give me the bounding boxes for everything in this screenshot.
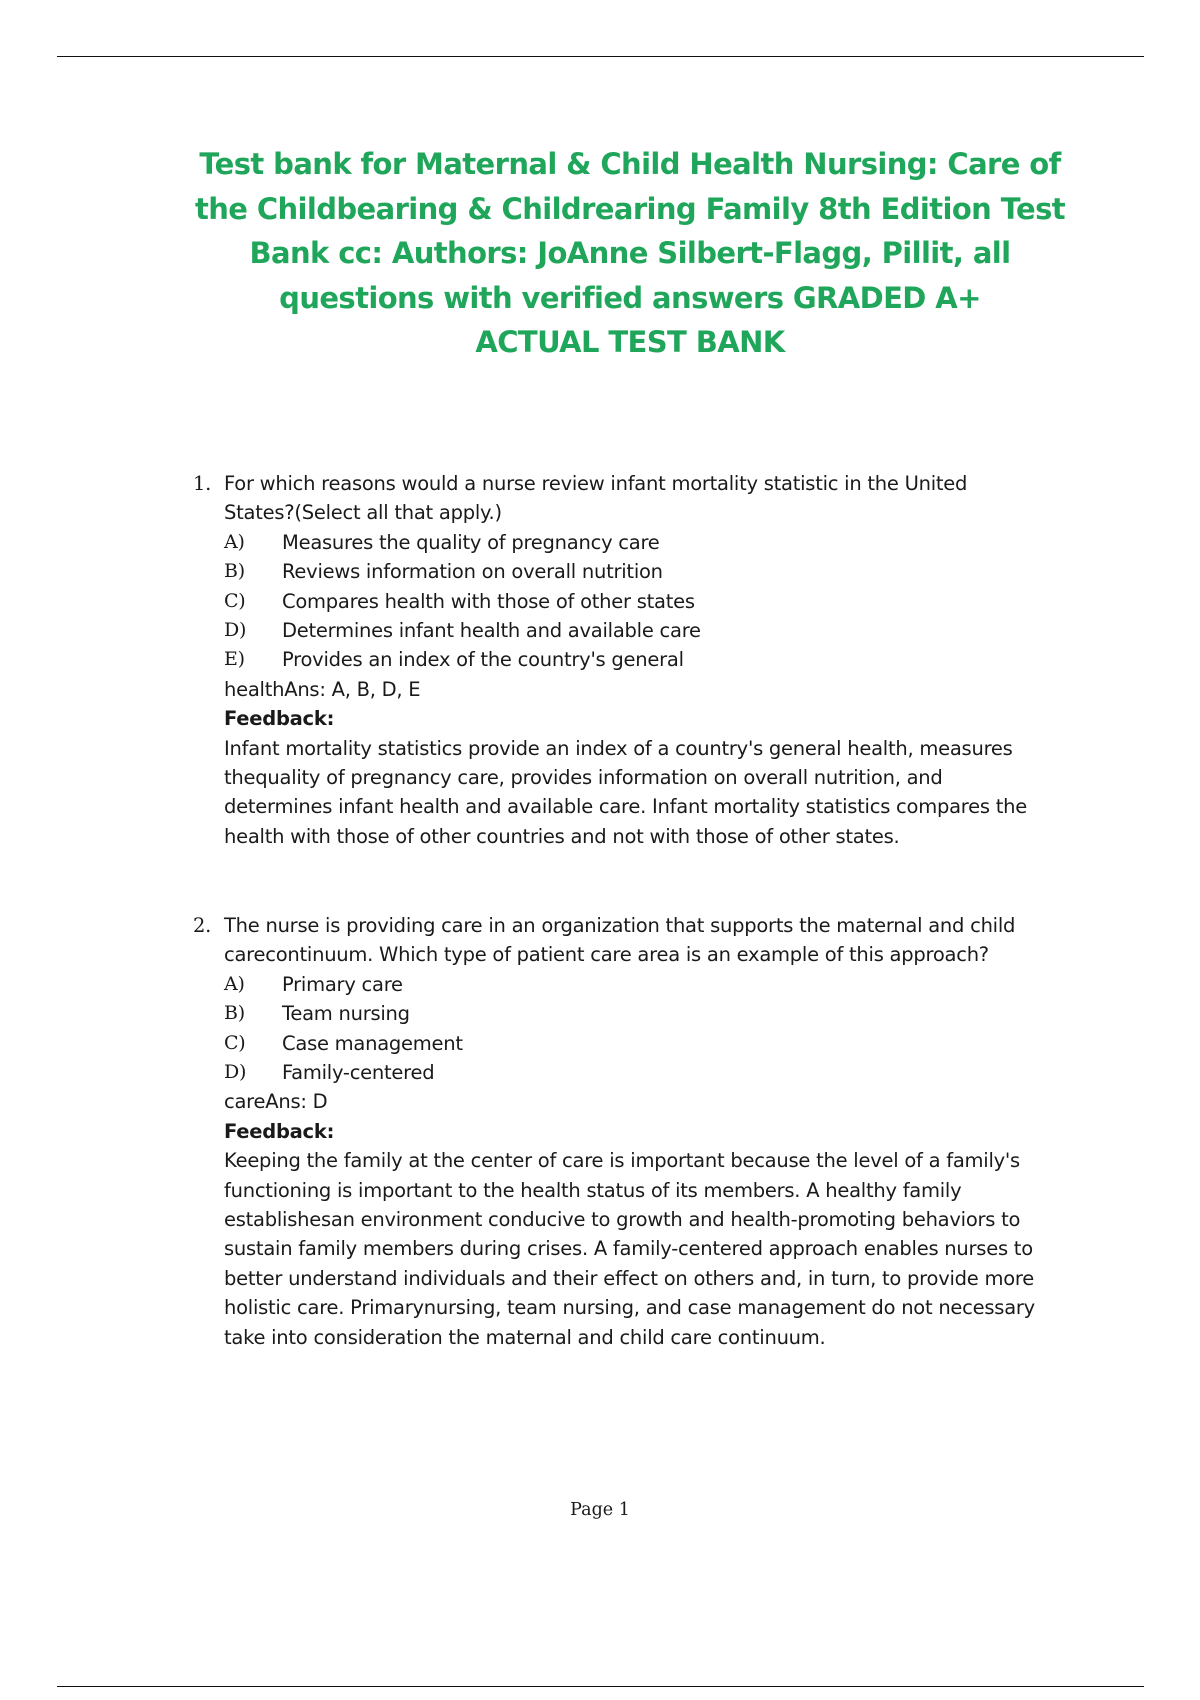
document-title xyxy=(180,142,1080,365)
option-a xyxy=(224,528,1093,557)
page-number: Page 1 xyxy=(570,1500,630,1520)
option-letter: D) xyxy=(224,619,247,642)
stem-line: carecontinuum. Which type of patient care area is an example of this approach? xyxy=(224,943,989,967)
option-a xyxy=(224,970,1093,999)
title-line: ACTUAL TEST BANK xyxy=(475,325,785,359)
feedback-line: Keeping the family at the center of care is important because the level of a family's xyxy=(224,1149,1020,1173)
feedback-line: take into consideration the maternal and child care continuum. xyxy=(224,1325,826,1349)
option-d xyxy=(224,616,1093,645)
option-letter: D) xyxy=(224,1061,247,1084)
feedback-line: thequality of pregnancy care, provides information on overall nutrition, and xyxy=(224,766,943,790)
feedback-line: sustain family members during crises. A family-centered approach enables nurses to xyxy=(224,1237,1033,1261)
option-letter: A) xyxy=(224,530,245,553)
title-line: Test bank for Maternal & Child Health Nursing: Care of xyxy=(199,147,1061,181)
stem-line: The nurse is providing care in an organization that supports the maternal and child xyxy=(224,914,1016,937)
option-b xyxy=(224,999,1093,1028)
title-line: questions with verified answers GRADED A+ xyxy=(279,280,981,315)
option-letter: C) xyxy=(224,1031,246,1054)
feedback-line: holistic care. Primarynursing, team nursing, and case management do not necessary xyxy=(224,1296,1035,1320)
answer-options xyxy=(224,970,1093,1088)
answer-line: careAns: D xyxy=(224,1090,328,1114)
option-letter: A) xyxy=(224,972,245,995)
stem-line: For which reasons would a nurse review infant mortality statistic in the United xyxy=(224,472,968,495)
feedback-line: functioning is important to the health status of its members. A healthy family xyxy=(224,1178,962,1202)
option-text: Reviews information on overall nutrition xyxy=(282,560,663,584)
feedback-line: better understand individuals and their effect on others and, in turn, to provide more xyxy=(224,1266,1034,1290)
answer-options xyxy=(224,528,1093,675)
title-line: the Childbearing & Childrearing Family 8th Edition Test xyxy=(194,191,1066,226)
option-text: Provides an index of the country's general xyxy=(282,648,684,672)
option-text: Compares health with those of other states xyxy=(282,589,695,613)
feedback-line: health with those of other countries and not with those of other states. xyxy=(224,824,900,848)
option-c xyxy=(224,1029,1093,1058)
answer-line: healthAns: A, B, D, E xyxy=(224,677,421,701)
option-text: Determines infant health and available care xyxy=(282,619,701,643)
question-stem xyxy=(193,911,1093,970)
option-text: Team nursing xyxy=(282,1002,410,1026)
option-d xyxy=(224,1058,1093,1087)
top-rule xyxy=(57,56,1144,57)
question-2 xyxy=(193,911,1093,1352)
feedback-line: determines infant health and available care. Infant mortality statistics compares the xyxy=(224,795,1027,819)
feedback-text xyxy=(224,734,1093,852)
question-stem xyxy=(193,469,1093,528)
bottom-rule xyxy=(57,1686,1144,1687)
option-letter: B) xyxy=(224,1002,245,1025)
title-line: Bank cc: Authors: JoAnne Silbert-Flagg, Pillit, all xyxy=(249,236,1011,270)
option-text: Primary care xyxy=(282,972,403,996)
feedback-label: Feedback: xyxy=(224,1119,335,1143)
option-letter: B) xyxy=(224,560,245,583)
option-c xyxy=(224,587,1093,616)
feedback-text xyxy=(224,1146,1093,1352)
option-letter: E) xyxy=(224,648,245,671)
feedback-line: establishesan environment conducive to growth and health-promoting behaviors to xyxy=(224,1208,1021,1232)
stem-line: States?(Select all that apply.) xyxy=(224,501,502,525)
option-text: Case management xyxy=(282,1031,463,1055)
option-b xyxy=(224,557,1093,586)
question-number: 2. xyxy=(193,914,212,937)
question-number: 1. xyxy=(193,472,212,495)
question-1 xyxy=(193,469,1093,851)
option-text: Family-centered xyxy=(282,1061,435,1085)
option-letter: C) xyxy=(224,589,246,612)
option-text: Measures the quality of pregnancy care xyxy=(282,530,660,554)
option-e xyxy=(224,645,1093,674)
feedback-line: Infant mortality statistics provide an index of a country's general health, measures xyxy=(224,736,1013,760)
feedback-label: Feedback: xyxy=(224,707,335,731)
